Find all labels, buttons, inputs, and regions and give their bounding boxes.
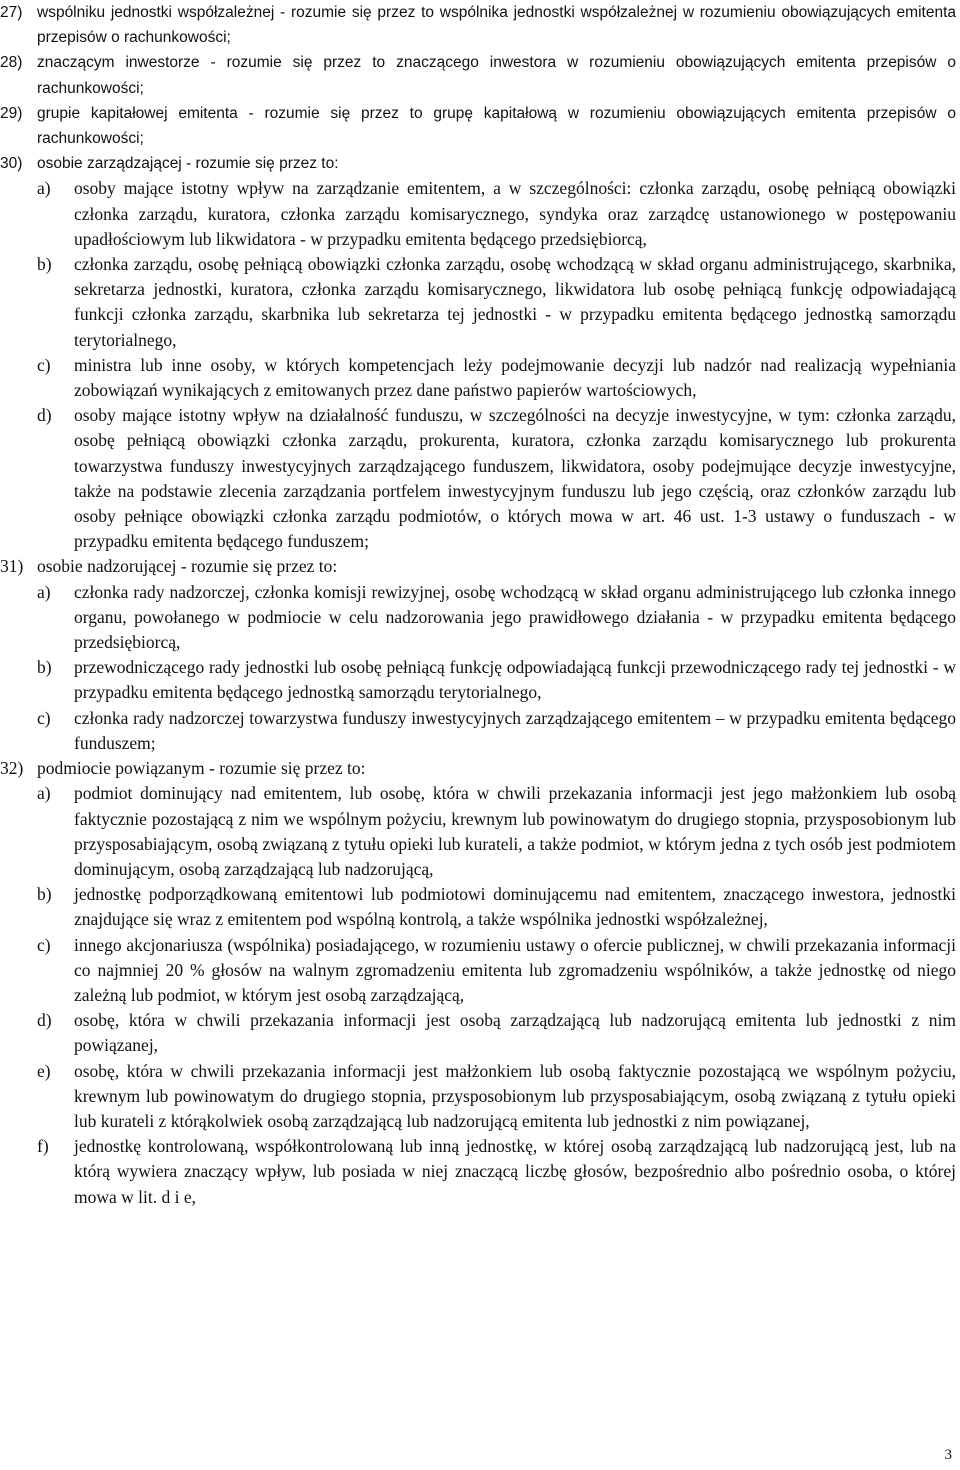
sub-letter: d) [37, 1010, 52, 1031]
definition-29 [0, 101, 956, 151]
definition-32-f [37, 1134, 956, 1210]
sub-text: członka zarządu, osobę pełniącą obowiązki członka zarządu, osobę wchodzącą w skład organu administrującego, skarbnika, sekretarza jednostki, kuratora, członka zarządu komisarycznego, likwidatora lub osobę pełniącą funkcję odpowiadającą funkcji członka zarządu, skarbnika lub sekretarza tej jednostki - w przypadku emitenta będącego jednostką samorządu terytorialnego, [74, 254, 956, 350]
sub-letter: c) [37, 354, 51, 375]
sub-text: jednostkę podporządkowaną emitentowi lub podmiotowi dominującemu nad emitentem, znaczącego inwestora, jednostki znajdujące się wraz z emitentem pod wspólną kontrolą, a także wspólnika jednostki współzależnej, [74, 884, 956, 930]
definition-31-c [37, 706, 956, 756]
definition-30-d [37, 403, 956, 554]
sub-text: osobę, która w chwili przekazania informacji jest osobą zarządzającą lub nadzorującą emitenta lub jednostki z nim powiązanej, [74, 1010, 956, 1056]
item-number: 32) [0, 758, 24, 779]
definition-30-c [37, 353, 956, 403]
sub-letter: c) [37, 934, 51, 955]
item-number: 28) [0, 54, 23, 72]
sub-text: przewodniczącego rady jednostki lub osobę pełniącą funkcję odpowiadającą funkcji przewodniczącego rady tej jednostki - w przypadku emitenta będącego jednostką samorządu terytorialnego, [74, 657, 956, 703]
definition-28 [0, 50, 956, 100]
sub-text: osoby mające istotny wpływ na zarządzanie emitentem, a w szczególności: członka zarządu, osobę pełniącą obowiązki członka zarządu, kuratora, członka zarządu komisarycznego, syndyka oraz zarządcę ustanowionego w postępowaniu upadłościowym lub likwidatora - w przypadku emitenta będącego przedsiębiorcą, [74, 178, 956, 249]
sub-letter: b) [37, 657, 52, 678]
definition-32-a [37, 781, 956, 882]
sub-letter: c) [37, 707, 51, 728]
definition-32-c [37, 933, 956, 1009]
sub-text: ministra lub inne osoby, w których kompetencjach leży podejmowanie decyzji lub nadzór nad realizacją wypełniania zobowiązań wynikających z emitowanych przez dane państwo papierów wartościowych, [74, 354, 956, 401]
item-text: osobie nadzorującej - rozumie się przez to: [37, 556, 338, 577]
definition-31-b [37, 655, 956, 705]
sub-text: osobę, która w chwili przekazania informacji jest małżonkiem lub osobą faktycznie pozostającą we wspólnym pożyciu, krewnym lub powinowatym do drugiego stopnia, przysposobionym lub przysposabiającym, osobą związaną z tytułu opieki lub kurateli z którąkolwiek osobą zarządzającą lub nadzorującą emitenta lub jednostki z nim powiązanej, [74, 1060, 956, 1131]
sub-letter: b) [37, 884, 52, 905]
sub-letter: d) [37, 405, 52, 426]
sub-text: członka rady nadzorczej, członka komisji rewizyjnej, osobę wchodzącą w skład organu administrującego lub członka innego organu, powołanego w podmiocie w celu nadzorowania jego prawidłowego działania - w przypadku emitenta będącego przedsiębiorcą, [74, 581, 956, 653]
sub-text: podmiot dominujący nad emitentem, lub osobę, która w chwili przekazania informacji jest jego małżonkiem lub osobą faktycznie pozostającą z nim we wspólnym pożyciu, krewnym lub powinowatym do drugiego stopnia, przysposobionym lub przysposabiającym, osobą związaną z tytułu opieki lub kurateli, a także podmiot, w którym jedna z tych osób jest podmiotem dominującym, osobą zarządzającą lub nadzorującą, [74, 783, 956, 879]
definition-32 [0, 756, 956, 781]
sub-letter: b) [37, 254, 52, 275]
item-text: wspólniku jednostki współzależnej - rozumie się przez to wspólnika jednostki współzależnej w rozumieniu obowiązujących emitenta przepisów o rachunkowości; [37, 4, 956, 47]
definition-30-a [37, 176, 956, 252]
item-number: 27) [0, 4, 23, 21]
sub-letter: a) [37, 178, 51, 199]
sub-letter: e) [37, 1060, 51, 1081]
item-text: znaczącym inwestorze - rozumie się przez to znaczącego inwestora w rozumieniu obowiązujących emitenta przepisów o rachunkowości; [37, 54, 956, 97]
definition-31-a [37, 580, 956, 656]
item-text: osobie zarządzającej - rozumie się przez to: [37, 155, 339, 173]
item-text: podmiocie powiązanym - rozumie się przez to: [37, 758, 366, 779]
item-text: grupie kapitałowej emitenta - rozumie się przez to grupę kapitałową w rozumieniu obowiązujących emitenta przepisów o rachunkowości; [37, 104, 956, 148]
definition-32-d [37, 1008, 956, 1058]
definition-31 [0, 554, 956, 579]
sub-text: innego akcjonariusza (wspólnika) posiadającego, w rozumieniu ustawy o ofercie publicznej, w chwili przekazania informacji co najmniej 20 % głosów na walnym zgromadzeniu emitenta lub zgromadzeniu wspólników, a także jednostkę od niego zależną lub podmiot, w którym jest osobą zarządzającą, [74, 934, 956, 1005]
item-number: 30) [0, 155, 23, 173]
sub-letter: a) [37, 581, 51, 602]
definition-27 [0, 0, 956, 50]
sub-text: osoby mające istotny wpływ na działalność funduszu, w szczególności na decyzje inwestycyjne, w tym: członka zarządu, osobę pełniącą obowiązki członka zarządu, prokurenta, kuratora, członka zarządu komisarycznego lub prokurenta towarzystwa funduszy inwestycyjnych zarządzającego funduszem, likwidatora, osoby podejmujące decyzje inwestycyjne, także na podstawie zlecenia zarządzania portfelem inwestycyjnym funduszu lub jego częścią, oraz członków zarządu lub osoby pełniące obowiązki członka zarządu podmiotów, o których mowa w art. 46 ust. 1-3 ustawy o funduszach - w przypadku emitenta będącego funduszem; [74, 405, 956, 552]
definition-32-b [37, 882, 956, 932]
definition-32-e [37, 1059, 956, 1135]
page-number: 3 [944, 1447, 952, 1463]
definition-30-b [37, 252, 956, 353]
sub-letter: f) [37, 1136, 49, 1157]
sub-text: jednostkę kontrolowaną, współkontrolowaną lub inną jednostkę, w której osobą zarządzającą lub nadzorującą jest, lub na którą wywiera znaczący wpływ, lub posiada w niej znaczącą liczbę głosów, bezpośrednio albo pośrednio osoba, o której mowa w lit. d i e, [74, 1136, 956, 1207]
sub-letter: a) [37, 783, 51, 804]
definition-30 [0, 151, 956, 176]
sub-text: członka rady nadzorczej towarzystwa funduszy inwestycyjnych zarządzającego emitentem – w przypadku emitenta będącego funduszem; [74, 707, 956, 753]
item-number: 29) [0, 104, 23, 122]
item-number: 31) [0, 556, 24, 577]
